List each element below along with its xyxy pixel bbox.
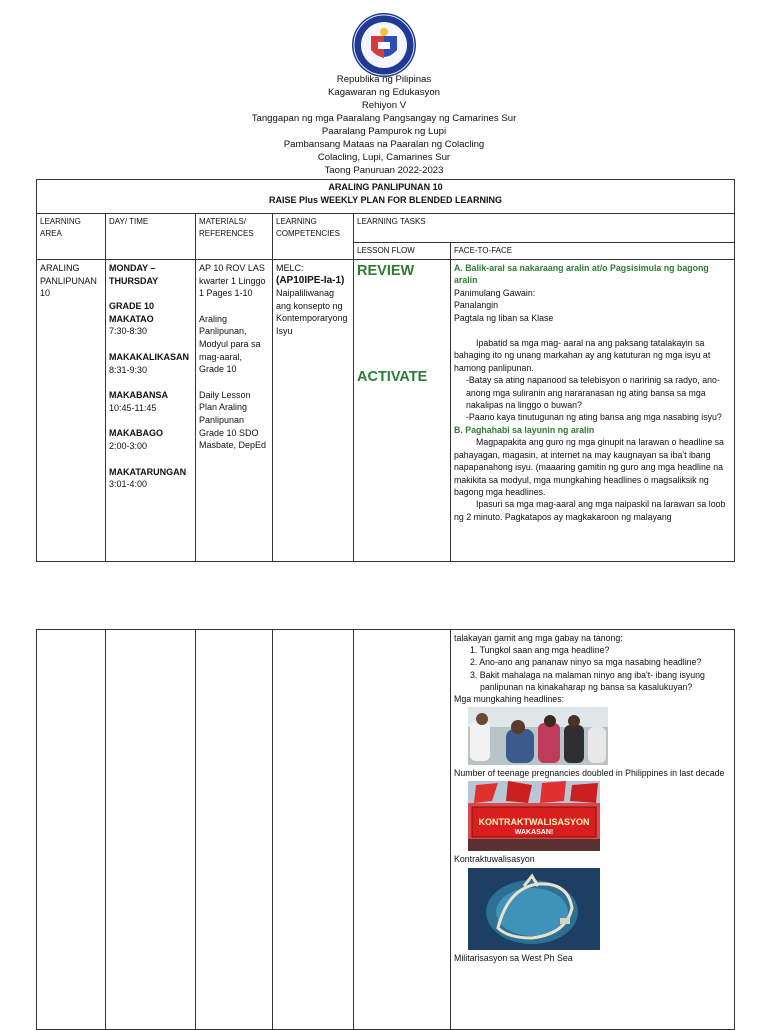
- task-continuation: talakayan gamit ang mga gabay na tanong:: [454, 633, 623, 643]
- header-line: Taong Panuruan 2022-2023: [324, 165, 444, 176]
- col-learning-tasks: LEARNING TASKS: [354, 214, 735, 243]
- competency-cell: [273, 260, 354, 562]
- task-intro: Ipabatid sa mga mag- aaral na ang paksang tatalakayin sa bahaging ito ng unang markahan ay ang katuturan ng mga isyu at hamong panlipunan.: [454, 338, 711, 373]
- headlines-label: Mga mungkahing headlines:: [454, 694, 565, 705]
- weekly-plan-table: [36, 179, 735, 562]
- material-item: AP 10 ROV LAS kwarter 1 Linggo 1 Pages 1-10: [199, 263, 266, 299]
- flow-review: REVIEW: [357, 263, 415, 279]
- section-time: 3:01-4:00: [109, 479, 148, 490]
- header-line: Rehiyon V: [361, 100, 407, 111]
- grade-label: GRADE 10: [109, 301, 155, 312]
- melc-code: (AP10IPE-Ia-1): [276, 274, 345, 286]
- task-panalangin: Panalangin: [454, 300, 499, 311]
- col-day-time: DAY/ TIME: [106, 214, 196, 260]
- guide-question: 1. Tungkol saan ang mga headline?: [470, 645, 610, 656]
- section-time: 7:30-8:30: [109, 326, 148, 337]
- empty-cell: [196, 630, 273, 1030]
- task-pagtala: Pagtala ng liban sa Klase: [454, 312, 554, 323]
- photo-caption: Kontraktuwalisasyon: [454, 854, 535, 865]
- melc-label: MELC:: [276, 263, 304, 273]
- header-line: Republika ng Pilipinas: [336, 74, 432, 85]
- kontraktuwalisasyon-photo: [468, 781, 600, 851]
- plan-title: ARALING PANLIPUNAN 10: [328, 182, 443, 192]
- task-b-text: Magpapakita ang guro ng mga ginupit na larawan o headline sa pahayagan, magasin, at internet na may kaugnayan sa iba't ibang napapanahong isyu. (maaaring gamitin ng guro ang mga headline na makikita sa modyul, mga mungkahing headlines o magsaliksik ng bagong mga headlines.: [454, 437, 724, 497]
- face-to-face-cell-continued: [451, 630, 735, 1030]
- task-question: -Paano kaya tinutugunan ng ating bansa ang mga nasabing isyu?: [466, 412, 722, 423]
- teenage-pregnancy-photo: [468, 707, 608, 765]
- section-time: 10:45-11:45: [109, 402, 157, 413]
- school-header: [0, 73, 768, 177]
- task-panimulang: Panimulang Gawain:: [454, 287, 536, 298]
- materials-cell: [196, 260, 273, 562]
- task-a-heading: A. Balik-aral sa nakaraang aralin at/o Pagsisimula ng bagong aralin: [454, 263, 709, 286]
- empty-cell: [106, 630, 196, 1030]
- day-label: MONDAY – THURSDAY: [109, 263, 159, 286]
- banner-text: KONTRAKTWALISASYON: [478, 817, 590, 828]
- plan-subtitle: RAISE Plus WEEKLY PLAN FOR BLENDED LEARNING: [269, 194, 503, 205]
- header-line: Kagawaran ng Edukasyon: [327, 87, 440, 98]
- face-to-face-cell: [451, 260, 735, 562]
- day-time-cell: [106, 260, 196, 562]
- weekly-plan-table-continued: [36, 629, 735, 1030]
- material-item: Daily Lesson Plan Araling Panlipunan Grade 10 SDO Masbate, DepEd: [199, 389, 267, 451]
- col-lesson-flow: LESSON FLOW: [354, 243, 451, 260]
- col-face-to-face: FACE-TO-FACE: [451, 243, 735, 260]
- section-name: MAKABANSA: [109, 390, 168, 401]
- task-question: -Batay sa ating napanood sa telebisyon o naririnig sa radyo, ano- anong mga suliranin ang nararanasan ng ating bansa sa mga nakalipas na linggo o buwan?: [466, 375, 720, 411]
- header-line: Paaralang Pampurok ng Lupi: [321, 126, 447, 137]
- task-b-text: Ipasuri sa mga mag-aaral ang mga naipaskil na larawan sa loob ng 2 minuto. Pagkatapos ay magkakaroon ng malayang: [454, 499, 726, 522]
- learning-area-cell: ARALING PANLIPUNAN 10: [37, 260, 106, 562]
- plan-title-cell: [37, 180, 735, 214]
- guide-question: 3. Bakit mahalaga na malaman ninyo ang iba't- ibang isyung panlipunan na kinakaharap ng bansa sa kasalukuyan?: [470, 669, 705, 692]
- west-ph-sea-satellite-photo: [468, 868, 600, 950]
- section-name: MAKAKALIKASAN: [109, 351, 189, 362]
- section-name: MAKATAO: [109, 313, 154, 324]
- empty-cell: [354, 630, 451, 1030]
- header-line: Pambansang Mataas na Paaralan ng Colacling: [283, 139, 485, 150]
- flow-activate: ACTIVATE: [357, 369, 428, 385]
- col-learning-area: LEARNING AREA: [37, 214, 106, 260]
- col-competencies: LEARNING COMPETENCIES: [273, 214, 354, 260]
- empty-cell: [273, 630, 354, 1030]
- empty-cell: [37, 630, 106, 1030]
- guide-question: 2. Ano-ano ang pananaw ninyo sa mga nasabing headline?: [470, 657, 702, 668]
- header-line: Tanggapan ng mga Paaralang Pangsangay ng Camarines Sur: [251, 113, 517, 124]
- photo-caption: Militarisasyon sa West Ph Sea: [454, 952, 573, 963]
- section-name: MAKABAGO: [109, 428, 163, 439]
- lesson-flow-cell: [354, 260, 451, 562]
- competency-text: Naipaliliwanag ang konsepto ng Kontemporaryong Isyu: [276, 288, 348, 336]
- header-line: Colacling, Lupi, Camarines Sur: [317, 152, 451, 163]
- banner-text: WAKASAN!: [514, 829, 554, 837]
- section-name: MAKATARUNGAN: [109, 466, 187, 477]
- deped-seal-logo: [351, 12, 417, 78]
- section-time: 2:00-3:00: [109, 440, 148, 451]
- task-b-heading: B. Paghahabi sa layunin ng aralin: [454, 424, 595, 435]
- material-item: Araling Panlipunan, Modyul para sa mag-aaral, Grade 10: [199, 313, 261, 375]
- photo-caption: Number of teenage pregnancies doubled in Philippines in last decade: [454, 768, 725, 779]
- section-time: 8:31-9:30: [109, 364, 148, 375]
- col-materials: MATERIALS/ REFERENCES: [196, 214, 273, 260]
